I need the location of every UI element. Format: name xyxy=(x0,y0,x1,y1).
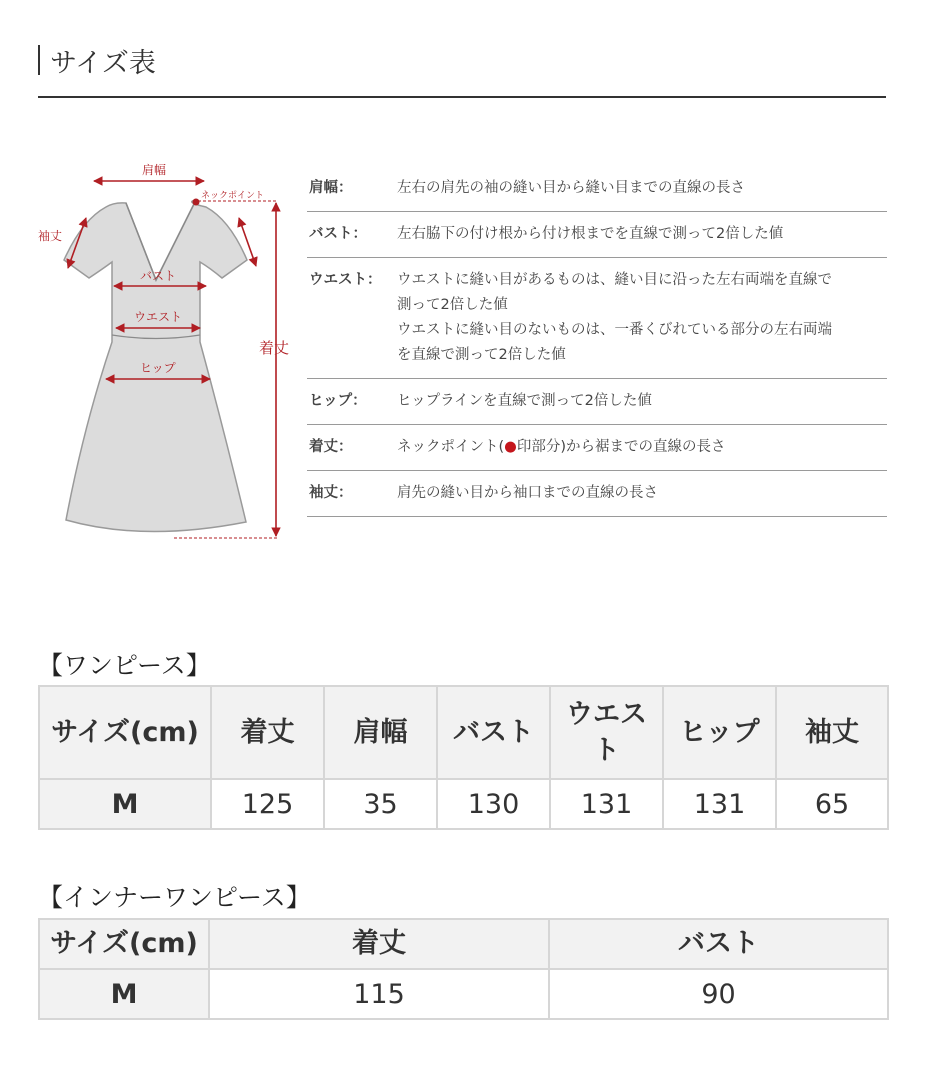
header-hip: ヒップ xyxy=(663,686,776,779)
cell-size: M xyxy=(39,969,209,1019)
def-line-pre: ネックポイント( xyxy=(397,439,505,455)
def-term: 着丈： xyxy=(309,439,353,455)
header-size: サイズ(cm) xyxy=(39,919,209,969)
shoulder-label: 肩幅 xyxy=(142,163,167,177)
header-size: サイズ(cm) xyxy=(39,686,211,779)
def-row-shoulder xyxy=(307,166,887,212)
garment-diagram xyxy=(34,150,296,550)
cell-waist: 131 xyxy=(550,779,663,829)
bust-label: バスト xyxy=(140,269,177,283)
def-term: 袖丈： xyxy=(309,485,353,501)
header-shoulder: 肩幅 xyxy=(324,686,437,779)
table-header-row xyxy=(39,686,888,779)
def-desc xyxy=(397,222,887,247)
def-line: ウエストに縫い目のないものは、一番くびれている部分の左右両端 xyxy=(397,322,832,338)
table-row xyxy=(39,969,888,1019)
def-term: ウエスト： xyxy=(309,272,382,288)
waist-label: ウエスト xyxy=(134,310,183,324)
def-line-post: 印部分)から裾までの直線の長さ xyxy=(516,439,726,455)
onepiece-size-table xyxy=(38,685,889,830)
header-waist xyxy=(550,686,663,779)
page-title xyxy=(38,42,156,78)
def-desc xyxy=(397,435,887,460)
title-divider xyxy=(38,96,886,98)
header-waist-line-2: ト xyxy=(593,734,620,766)
garment-diagram-svg xyxy=(34,150,296,550)
page-title-text: サイズ表 xyxy=(50,47,156,79)
header-waist-line-1: ウエス xyxy=(566,698,647,730)
cell-length: 125 xyxy=(211,779,324,829)
def-row-length xyxy=(307,425,887,471)
onepiece-table-title: 【ワンピース】 xyxy=(38,651,211,680)
def-row-bust xyxy=(307,212,887,258)
inner-table-title: 【インナーワンピース】 xyxy=(38,883,311,912)
def-line xyxy=(397,435,887,460)
def-term: ヒップ： xyxy=(309,393,367,409)
cell-size: M xyxy=(39,779,211,829)
def-line: 肩先の縫い目から袖口までの直線の長さ xyxy=(397,485,658,501)
def-desc xyxy=(397,481,887,506)
def-row-sleeve xyxy=(307,471,887,517)
def-desc xyxy=(397,389,887,414)
measurement-definitions xyxy=(307,166,887,517)
cell-bust: 130 xyxy=(437,779,550,829)
length-label: 着丈 xyxy=(259,339,290,357)
table-row xyxy=(39,779,888,829)
cell-length: 115 xyxy=(209,969,549,1019)
def-row-waist xyxy=(307,258,887,379)
def-line: ウエストに縫い目があるものは、縫い目に沿った左右両端を直線で xyxy=(397,272,832,288)
def-line: を直線で測って2倍した値 xyxy=(397,347,566,363)
def-term: バスト： xyxy=(309,226,367,242)
def-desc xyxy=(397,268,887,368)
sleeve-label: 袖丈 xyxy=(38,229,63,243)
hip-label: ヒップ xyxy=(140,361,176,375)
cell-bust: 90 xyxy=(549,969,888,1019)
neck-point-dot xyxy=(193,199,200,206)
neck-point-label: ネックポイント xyxy=(201,191,265,201)
cell-shoulder: 35 xyxy=(324,779,437,829)
def-term: 肩幅： xyxy=(309,180,353,196)
def-line: ヒップラインを直線で測って2倍した値 xyxy=(397,393,652,409)
def-line: 測って2倍した値 xyxy=(397,297,508,313)
title-bar xyxy=(38,45,40,75)
def-line: 左右の肩先の袖の縫い目から縫い目までの直線の長さ xyxy=(397,180,745,196)
def-line: 左右脇下の付け根から付け根までを直線で測って2倍した値 xyxy=(397,226,784,242)
header-bust: バスト xyxy=(549,919,888,969)
table-header-row xyxy=(39,919,888,969)
header-length: 着丈 xyxy=(211,686,324,779)
cell-sleeve: 65 xyxy=(776,779,888,829)
header-bust: バスト xyxy=(437,686,550,779)
header-sleeve: 袖丈 xyxy=(776,686,888,779)
def-row-hip xyxy=(307,379,887,425)
neck-point-marker: ● xyxy=(504,439,517,455)
inner-size-table xyxy=(38,918,889,1020)
def-desc xyxy=(397,176,887,201)
header-length: 着丈 xyxy=(209,919,549,969)
cell-hip: 131 xyxy=(663,779,776,829)
